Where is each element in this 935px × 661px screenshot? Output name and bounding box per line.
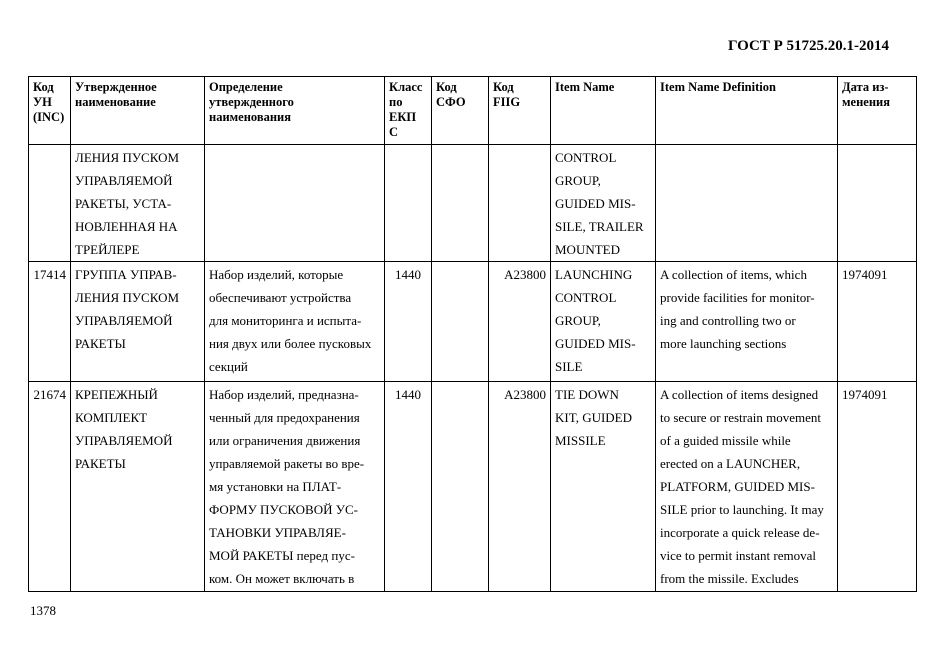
text-line: Код: [436, 80, 457, 94]
cell-fiig: A23800: [489, 382, 551, 592]
cell-sfo: [432, 262, 489, 382]
cell-name: [71, 262, 205, 382]
cell-definition: [205, 382, 385, 592]
text-line: CONTROL: [555, 290, 617, 305]
cell-inc: 17414: [29, 262, 71, 382]
cell-class: 1440: [385, 262, 432, 382]
col-header-item-name: [551, 77, 656, 145]
text-line: ing and controlling two or: [660, 313, 796, 328]
text-line: НОВЛЕННАЯ НА: [75, 219, 178, 234]
text-line: СФО: [436, 95, 466, 109]
text-line: incorporate a quick release de-: [660, 525, 820, 540]
col-header-item-definition: [656, 77, 838, 145]
cell-item-name: [551, 262, 656, 382]
text-line: from the missile. Excludes: [660, 571, 799, 586]
table-header-row: [29, 77, 917, 145]
cell-name: [71, 145, 205, 262]
text-line: ГРУППА УПРАВ-: [75, 267, 177, 282]
col-header-name: [71, 77, 205, 145]
text-line: С: [389, 125, 399, 139]
text-line: erected on a LAUNCHER,: [660, 456, 801, 471]
text-line: ЕКП: [389, 110, 417, 124]
text-line: ния двух или более пусковых: [209, 336, 372, 351]
text-line: GROUP,: [555, 313, 601, 328]
text-line: (INC): [33, 110, 65, 124]
cell-item-name: [551, 145, 656, 262]
text-line: Утвержденное: [75, 80, 157, 94]
text-line: для мониторинга и испыта-: [209, 313, 362, 328]
text-line: РАКЕТЫ, УСТА-: [75, 196, 172, 211]
text-line: of a guided missile while: [660, 433, 791, 448]
cell-date: [838, 145, 917, 262]
text-line: ком. Он может включать в: [209, 571, 355, 586]
text-line: КРЕПЕЖНЫЙ: [75, 387, 158, 402]
cell-item-definition: [656, 382, 838, 592]
cell-definition: [205, 145, 385, 262]
text-line: A collection of items, which: [660, 267, 807, 282]
cell-sfo: [432, 382, 489, 592]
text-line: MOUNTED: [555, 242, 620, 257]
text-line: TIE DOWN: [555, 387, 619, 402]
col-header-fiig: [489, 77, 551, 145]
text-line: SILE: [555, 359, 583, 374]
text-line: Определение: [209, 80, 283, 94]
cell-item-definition: [656, 262, 838, 382]
cell-sfo: [432, 145, 489, 262]
text-line: ТАНОВКИ УПРАВЛЯЕ-: [209, 525, 346, 540]
col-header-sfo: [432, 77, 489, 145]
text-line: Item Name: [555, 80, 615, 94]
text-line: ЛЕНИЯ ПУСКОМ: [75, 290, 180, 305]
text-line: УПРАВЛЯЕМОЙ: [75, 313, 173, 328]
cell-class: 1440: [385, 382, 432, 592]
cell-item-definition: [656, 145, 838, 262]
col-header-inc: [29, 77, 71, 145]
text-line: MISSILE: [555, 433, 606, 448]
cell-definition: [205, 262, 385, 382]
text-line: ченный для предохранения: [209, 410, 360, 425]
table-body: [29, 145, 917, 592]
text-line: РАКЕТЫ: [75, 456, 126, 471]
text-line: Item Name Definition: [660, 80, 776, 94]
document-header: ГОСТ Р 51725.20.1-2014: [727, 38, 889, 54]
text-line: ФОРМУ ПУСКОВОЙ УС-: [209, 502, 358, 517]
text-line: ЛЕНИЯ ПУСКОМ: [75, 150, 180, 165]
text-line: Набор изделий, которые: [209, 267, 344, 282]
text-line: МОЙ РАКЕТЫ перед пус-: [209, 548, 355, 563]
text-line: УН: [33, 95, 52, 109]
cell-fiig: [489, 145, 551, 262]
text-line: или ограничения движения: [209, 433, 361, 448]
text-line: GUIDED MIS-: [555, 196, 636, 211]
text-line: управляемой ракеты во вре-: [209, 456, 365, 471]
text-line: по: [389, 95, 403, 109]
text-line: PLATFORM, GUIDED MIS-: [660, 479, 815, 494]
cell-item-name: [551, 382, 656, 592]
text-line: КОМПЛЕКТ: [75, 410, 148, 425]
text-line: vice to permit instant removal: [660, 548, 816, 563]
text-line: ТРЕЙЛЕРЕ: [75, 242, 140, 257]
text-line: more launching sections: [660, 336, 787, 351]
text-line: SILE, TRAILER: [555, 219, 644, 234]
cell-date: 1974091: [838, 382, 917, 592]
text-line: Код: [493, 80, 514, 94]
col-header-date: [838, 77, 917, 145]
text-line: GROUP,: [555, 173, 601, 188]
text-line: Дата из-: [842, 80, 889, 94]
cell-class: [385, 145, 432, 262]
text-line: CONTROL: [555, 150, 617, 165]
text-line: to secure or restrain movement: [660, 410, 821, 425]
text-line: Набор изделий, предназна-: [209, 387, 359, 402]
col-header-class: [385, 77, 432, 145]
cell-inc: [29, 145, 71, 262]
text-line: секций: [209, 359, 248, 374]
text-line: РАКЕТЫ: [75, 336, 126, 351]
page-number: 1378: [30, 603, 56, 618]
text-line: A collection of items designed: [660, 387, 819, 402]
cell-date: 1974091: [838, 262, 917, 382]
text-line: УПРАВЛЯЕМОЙ: [75, 433, 173, 448]
text-line: LAUNCHING: [555, 267, 633, 282]
table-row: [29, 145, 917, 262]
col-header-definition: [205, 77, 385, 145]
text-line: GUIDED MIS-: [555, 336, 636, 351]
cell-fiig: A23800: [489, 262, 551, 382]
text-line: менения: [842, 95, 890, 109]
text-line: мя установки на ПЛАТ-: [209, 479, 342, 494]
cell-inc: 21674: [29, 382, 71, 592]
text-line: УПРАВЛЯЕМОЙ: [75, 173, 173, 188]
catalog-table: [28, 76, 917, 592]
cell-name: [71, 382, 205, 592]
text-line: provide facilities for monitor-: [660, 290, 815, 305]
text-line: наименование: [75, 95, 156, 109]
text-line: утвержденного: [209, 95, 294, 109]
text-line: FIIG: [493, 95, 521, 109]
text-line: Код: [33, 80, 54, 94]
text-line: KIT, GUIDED: [555, 410, 633, 425]
text-line: Класс: [389, 80, 423, 94]
text-line: наименования: [209, 110, 292, 124]
table-row: [29, 262, 917, 382]
text-line: SILE prior to launching. It may: [660, 502, 824, 517]
text-line: обеспечивают устройства: [209, 290, 352, 305]
table-row: [29, 382, 917, 592]
